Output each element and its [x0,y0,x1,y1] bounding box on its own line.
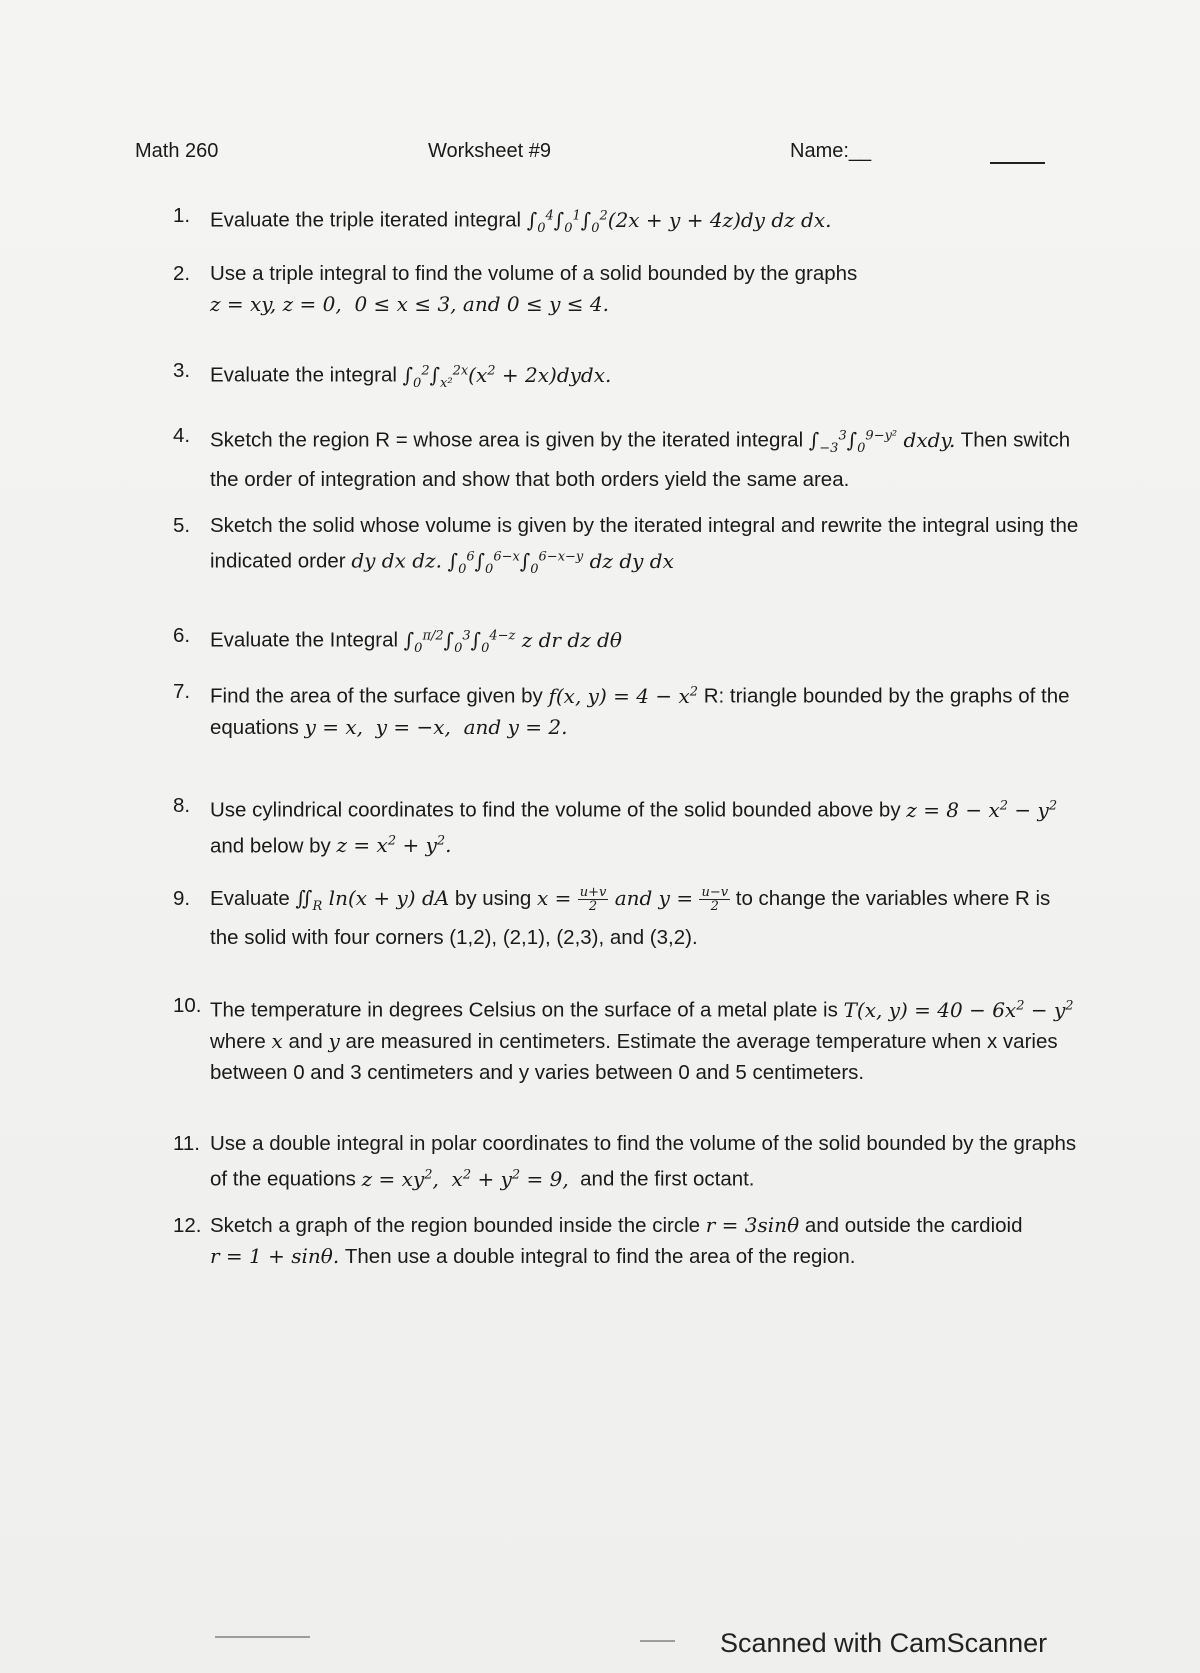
math-expression: x = $\frac{u+v}{2}$ and y = $\frac{u-v}{2}$ [536,885,729,914]
problem-text: between 0 and 3 centimeters and y varies between 0 and 5 centimeters. [210,1060,865,1084]
problem-11 [173,1128,1093,1195]
math-expression: x [271,1028,283,1053]
math-expression: $\int_0^4\int_0^1\int_0^2(2x + y + 4z)dy$ dz dx. [526,207,832,236]
problem-text: are measured in centimeters. Estimate the average temperature when x varies [345,1029,1058,1053]
problem-text: and below by [210,834,331,858]
problem-number: 11. [173,1132,200,1155]
problem-text: and the first octant. [580,1167,755,1191]
math-expression: y [328,1028,340,1053]
problem-4 [173,420,1093,495]
problem-number: 4. [173,424,191,447]
course-title: Math 260 [135,140,219,162]
math-expression: $∬_R$ ln(x + y) dA [295,886,450,914]
worksheet-header [0,140,1200,170]
problem-9 [173,883,1093,953]
math-expression: $\int_{-3}^3\int_0^{9-y^2}$ dxdy. [808,427,956,456]
problem-1 [173,200,1093,244]
name-label: Name:__ [790,140,872,162]
problem-text: Then switch [960,428,1071,452]
math-expression: $z = x^2 + y^2$. [336,833,452,858]
problem-text: to change the variables where R is [735,887,1051,910]
name-underline [990,162,1045,164]
problem-text: R: triangle bounded by the graphs of the [703,684,1070,708]
math-expression: r = 3sinθ [705,1213,800,1237]
problem-text: of the equations [210,1167,356,1191]
math-expression: $\int_0^6\int_0^{6-x}\int_0^{6-x-y}$ dz dy dx [447,548,674,577]
problem-7 [173,676,1093,743]
problem-text: Use cylindrical coordinates to find the volume of the solid bounded above by [210,798,901,822]
problem-number: 6. [173,624,191,647]
problem-8 [173,790,1093,861]
order-expression: dy dx dz. [351,548,442,573]
scan-mark [640,1640,675,1642]
math-expression: y = x, y = −x, and y = 2. [304,714,568,739]
problem-number: 3. [173,359,191,382]
problem-text: Then use a double integral to find the area of the region. [344,1245,856,1268]
problem-text: and outside the cardioid [804,1214,1023,1237]
problem-text: Evaluate the triple iterated integral [210,208,522,232]
problem-12 [173,1210,1093,1272]
problem-text: indicated order [210,549,346,573]
problem-text: Sketch the solid whose volume is given by the iterated integral and rewrite the integral using the [210,514,1079,537]
worksheet-title: Worksheet #9 [428,140,552,162]
problem-text: Use a double integral in polar coordinates to find the volume of the solid bounded by the graphs [210,1132,1077,1155]
problem-10: 10. The temperature in degrees Celsius on the surface of a metal plate is T(x, $y) = 40 - 6x^2 - y^2$ where x and y are measured in centimeters. Estimate the average temperature when x varies between 0 and 3 centimeters and y varies between 0 and 5 centimeters. [173,990,1093,1088]
problem-text: Evaluate the integral [210,363,397,387]
problem-number: 5. [173,514,191,537]
problem-text: The temperature in degrees Celsius on the surface of a metal plate is [210,998,838,1022]
problem-text: Find the area of the surface given by [210,684,543,708]
math-expression: $\int_0^{\pi/2}\int_0^3\int_0^{4-z}$ z dr dz dθ [403,627,622,656]
problem-number: 2. [173,262,191,285]
problem-text: where [210,1029,266,1053]
problem-text: Use a triple integral to find the volume of a solid bounded by the graphs [210,262,858,285]
problem-text: the solid with four corners (1,2), (2,1), (2,3), and (3,2). [210,926,698,949]
scan-mark [215,1636,310,1638]
problem-number: 8. [173,794,191,817]
math-expression: $z = 8 - x^2 - y^2$ [906,797,1058,822]
problem-number: 9. [173,887,191,910]
problem-3 [173,355,1093,399]
math-expression: z = xy, z = 0, 0 ≤ x ≤ 3, and 0 ≤ y ≤ 4. [210,292,609,316]
problem-text: Evaluate the Integral [210,628,399,652]
problem-number: 1. [173,204,191,227]
problem-text: equations [210,715,299,739]
math-expression: T(x, $y) = 40 - 6x^2 - y^2$ [843,997,1074,1022]
math-expression: $z = xy^2$, $x^2 + y^2 = 9$, [361,1166,569,1191]
problem-number: 10. [173,994,202,1017]
problem-text: Evaluate [210,887,290,910]
problem-number: 12. [173,1214,202,1237]
problem-text: Sketch a graph of the region bounded inside the circle [210,1214,701,1237]
math-expression: f(x, $y) = 4 - x^2$ [548,683,698,708]
problem-text: the order of integration and show that both orders yield the same area. [210,467,850,491]
problem-2 [173,258,1093,320]
problem-5 [173,510,1093,585]
math-expression: r = 1 + sinθ. [210,1244,340,1268]
problem-6 [173,620,1093,664]
problem-text: Sketch the region R = whose area is given by the iterated integral [210,428,804,452]
problem-number: 7. [173,680,191,703]
math-expression: $\int_0^2\int_{x^2}^{2x}(x^2$ + 2x)dydx. [402,362,612,391]
scanner-watermark: Scanned with CamScanner [720,1628,1048,1658]
problem-text: by using [454,887,532,910]
